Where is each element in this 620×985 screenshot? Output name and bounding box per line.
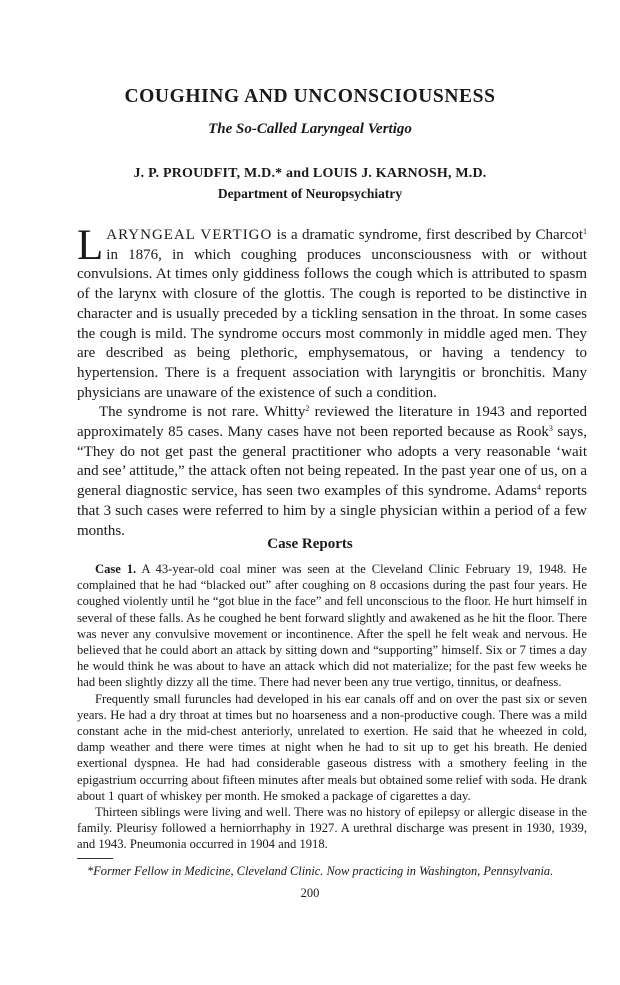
page-number: 200 xyxy=(300,886,320,900)
reference-1: 1 xyxy=(583,227,587,236)
intro-p2-text-d: reports that 3 such cases were referred to him by a single physician within a period of a few months. xyxy=(77,483,587,539)
introduction xyxy=(77,222,587,541)
article-title: COUGHING AND UNCONSCIOUSNESS xyxy=(124,86,496,107)
intro-p1-text-a: is a dramatic syndrome, first described by Charcot xyxy=(272,227,583,243)
section-heading-case-reports: Case Reports xyxy=(267,536,353,552)
intro-p2-text-c: says, “They do not get past the general practitioner who adopts a very reasonable ‘wait and see’ attitude,” the attack often not being repeated. In the past year one of us, on a general diagnostic service, has seen two examples of this syndrome. Adams xyxy=(77,424,587,500)
case-paragraph-3: Thirteen siblings were living and well. There was no history of epilepsy or allergic disease in the family. Pleurisy followed a herniorrhaphy in 1927. A urethral discharge was present in 1930, 1939, and 1943. Pneumonia occurred in 1904 and 1918. xyxy=(77,805,587,852)
case-paragraph-2: Frequently small furuncles had developed in his ear canals off and on over the past six or seven years. He had a dry throat at times but no hoarseness and a non-productive cough. There was a mild constant ache in the mid-chest anteriorly, unrelated to exertion. He said that he wheezed in cold, damp weather and there were times at night when he had to sit up to get his breath. He denied exertional dyspnea. He had had considerable gaseous distress with a smothery feeling in the epigastrium occurring about fifteen minutes after meals but obtained some relief with soda. He drank about 1 quart of whiskey per month. He smoked a package of cigarettes a day. xyxy=(77,691,587,803)
case-reports xyxy=(77,561,587,853)
lead-word: ARYNGEAL VERTIGO xyxy=(106,227,273,243)
intro-p1-text-b: in 1876, in which coughing produces unconsciousness with or without convulsions. At times only giddiness follows the cough which is attributed to spasm of the larynx with closure of the glottis. The cough is reported to be distinctive in character and is usually preceded by a tickling sensation in the throat. In some cases the cough is mild. The syndrome occurs most commonly in middle aged men. They are described as being plethoric, emphysematous, or having a tendency to hypertension. There is a frequent association with laryngitis or bronchitis. Many physicians are unaware of the existence of such a condition. xyxy=(77,246,587,401)
reference-4: 4 xyxy=(537,483,541,493)
intro-p2-text-a: The syndrome is not rare. Whitty xyxy=(99,404,306,421)
footnote-rule xyxy=(77,858,113,859)
reference-2: 2 xyxy=(305,404,310,414)
article-subtitle: The So-Called Laryngeal Vertigo xyxy=(208,121,412,137)
reference-3: 3 xyxy=(548,424,553,434)
intro-paragraph-1 xyxy=(77,222,587,403)
drop-cap: L xyxy=(77,222,104,269)
author-line: J. P. PROUDFIT, M.D.* and LOUIS J. KARNOSH, M.D. xyxy=(133,166,487,181)
intro-p2-text-b: reviewed the literature in 1943 and reported approximately 85 cases. Many cases have not been reported because as Rook xyxy=(77,404,587,441)
case-paragraph-1 xyxy=(77,561,587,691)
footnote: *Former Fellow in Medicine, Cleveland Clinic. Now practicing in Washington, Pennsylvania. xyxy=(87,864,554,878)
case-p1-text: A 43-year-old coal miner was seen at the Cleveland Clinic February 19, 1948. He complained that he had “blacked out” after coughing on 8 occasions during the past four years. He coughed violently until he “got blue in the face” and fell unconscious to the floor. He hurt himself in several of these falls. As he coughed he bent forward slightly and awakened as he hit the floor. There was never any convulsive movement or incontinence. After the spell he felt weak and nervous. He believed that he could abort an attack by sitting down and “supporting” himself. Six or 7 times a day he would think he was about to have an attack which did not materialize; for the past few weeks he had been slightly dizzy all the time. There had never been any true vertigo, tinnitus, or deafness. xyxy=(77,562,587,690)
intro-paragraph-2 xyxy=(77,403,587,541)
case-label: Case 1. xyxy=(95,562,137,576)
department-line: Department of Neuropsychiatry xyxy=(217,186,403,201)
